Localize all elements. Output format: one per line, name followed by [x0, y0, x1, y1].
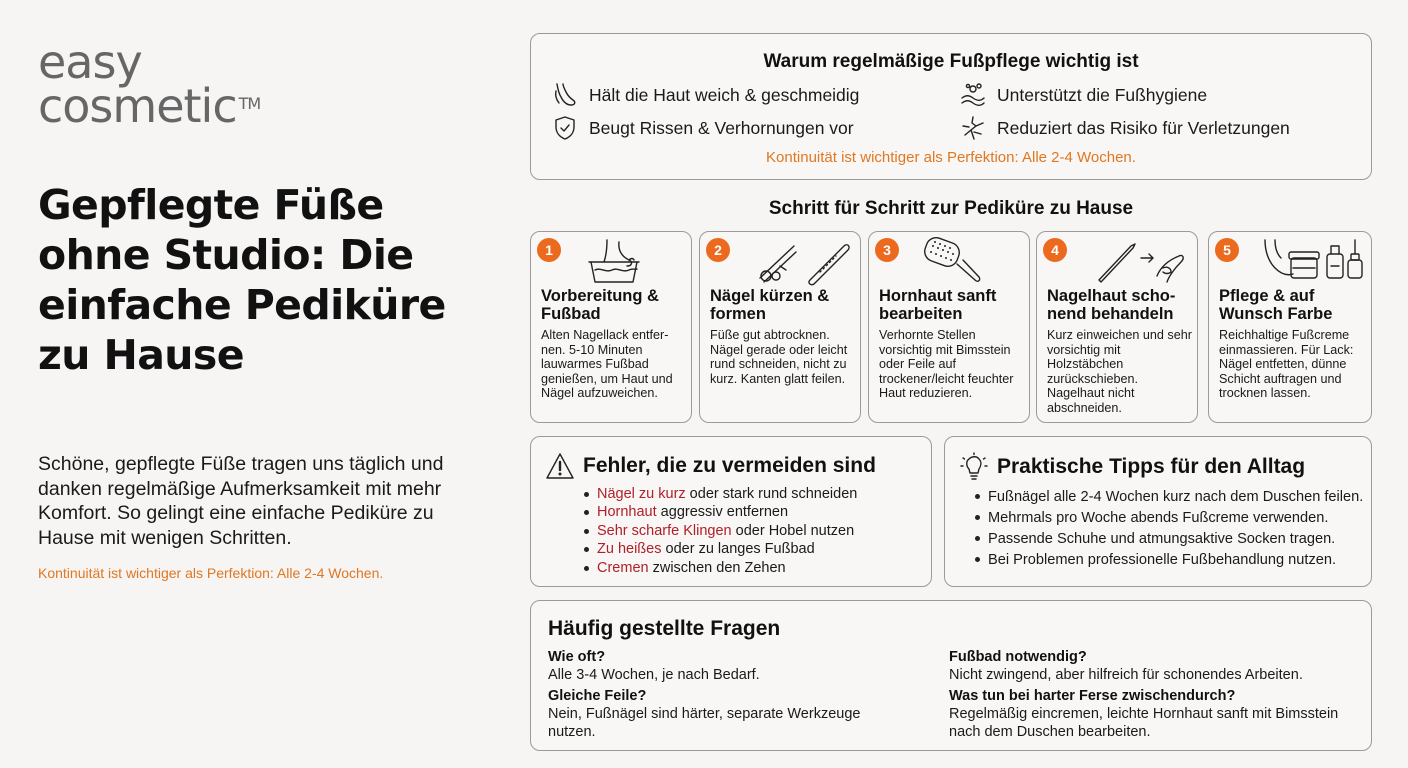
- faq-question: Wie oft?: [548, 649, 606, 665]
- step-number: 2: [706, 238, 730, 262]
- step-title: Pflege & auf Wunsch Farbe: [1219, 287, 1333, 323]
- why-note: Kontinuität ist wichtiger als Perfektion: Alle 2-4 Wochen.: [766, 149, 1136, 166]
- step-card-1: [530, 231, 692, 423]
- faq-question: Gleiche Feile?: [548, 688, 647, 704]
- faq-answer: Nein, Fußnägel sind härter, separate Werkzeuge nutzen.: [548, 706, 861, 740]
- logo-line-2: cosmetic: [38, 79, 237, 133]
- list-item: Passende Schuhe und atmungsaktive Socken tragen.: [972, 529, 1363, 550]
- list-item: Sehr scharfe Klingen oder Hobel nutzen: [581, 522, 857, 540]
- list-item: Hornhaut aggressiv entfernen: [581, 503, 857, 521]
- why-item: [959, 81, 1207, 109]
- faq-column-left: [548, 648, 898, 744]
- why-item-text: Beugt Rissen & Verhornungen vor: [589, 117, 854, 138]
- tips-section: [944, 436, 1372, 587]
- faq-question: Was tun bei harter Ferse zwischendurch?: [949, 688, 1236, 704]
- tips-title: Praktische Tipps für den Alltag: [997, 455, 1306, 478]
- step-number: 3: [875, 238, 899, 262]
- why-item-text: Hält die Haut weich & geschmeidig: [589, 84, 860, 105]
- nail-clipper-file-icon: [756, 236, 852, 286]
- step-card-5: [1208, 231, 1372, 423]
- step-title: Vorbereitung & Fußbad: [541, 287, 659, 323]
- faq-answer: Nicht zwingend, aber hilfreich für schonendes Arbeiten.: [949, 667, 1303, 683]
- warning-icon: [545, 452, 575, 480]
- intro-text: Schöne, gepflegte Füße tragen uns täglich und danken regelmäßige Aufmerksamkeit mit mehr Komfort. So gelingt eine einfache Pediküre zu Hause mit wenigen Schritten.: [38, 453, 444, 549]
- faq-answer: Alle 3-4 Wochen, je nach Bedarf.: [548, 667, 760, 683]
- tips-list: [972, 487, 1363, 571]
- list-item: Mehrmals pro Woche abends Fußcreme verwenden.: [972, 508, 1363, 529]
- faq-column-right: [949, 648, 1359, 744]
- logo-line-1: easy: [38, 35, 142, 89]
- step-text: Verhornte Stellen vorsichtig mit Bimsstein oder Feile auf trockener/leicht feuchter Haut reduzieren.: [879, 328, 1014, 401]
- list-item: Fußnägel alle 2-4 Wochen kurz nach dem Duschen feilen.: [972, 487, 1363, 508]
- faq-title: Häufig gestellte Fragen: [548, 617, 781, 640]
- faq-section: [530, 600, 1372, 751]
- steps-title: Schritt für Schritt zur Pediküre zu Hause: [768, 198, 1134, 219]
- list-item: Zu heißes oder zu langes Fußbad: [581, 540, 857, 558]
- step-text: Kurz einweichen und sehr vorsichtig mit Holzstäbchen zurückschieben. Nagelhaut nicht abschneiden.: [1047, 328, 1192, 415]
- mistakes-section: [530, 436, 932, 587]
- step-text: Füße gut abtrocknen. Nägel gerade oder leicht rund schneiden, nicht zu kurz. Kanten glatt feilen.: [710, 328, 848, 386]
- step-title: Hornhaut sanft bearbeiten: [879, 287, 997, 323]
- why-section: [530, 33, 1372, 180]
- cuticle-stick-icon: [1093, 236, 1189, 286]
- step-card-4: [1036, 231, 1198, 423]
- brand-logo: [38, 35, 261, 133]
- foot-icon: [551, 81, 579, 109]
- step-card-3: [868, 231, 1030, 423]
- why-item: [551, 81, 859, 109]
- mistakes-title: Fehler, die zu vermeiden sind: [583, 454, 876, 477]
- why-item: [959, 114, 1290, 142]
- step-number: 5: [1215, 238, 1239, 262]
- faq-question: Fußbad notwendig?: [949, 649, 1087, 665]
- why-title: Warum regelmäßige Fußpflege wichtig ist: [763, 51, 1139, 72]
- step-card-2: [699, 231, 861, 423]
- faq-answer: Regelmäßig eincremen, leichte Hornhaut sanft mit Bimsstein nach dem Duschen bearbeiten.: [949, 706, 1339, 740]
- list-item: Nägel zu kurz oder stark rund schneiden: [581, 485, 857, 503]
- hygiene-icon: [959, 81, 987, 109]
- step-text: Reichhaltige Fußcreme einmassieren. Für Lack: Nägel entfetten, dünne Schicht auftragen und trocknen lassen.: [1219, 328, 1354, 401]
- list-item: Bei Problemen professionelle Fußbehandlung nutzen.: [972, 550, 1363, 571]
- logo-trademark: TM: [238, 94, 261, 113]
- foot-file-icon: [921, 236, 985, 288]
- mistakes-list: [581, 485, 857, 577]
- page-title: Gepflegte Füße ohne Studio: Die einfache Pediküre zu Hause: [38, 181, 446, 379]
- step-number: 1: [537, 238, 561, 262]
- crack-icon: [959, 114, 987, 142]
- step-number: 4: [1043, 238, 1067, 262]
- foot-bath-icon: [585, 236, 643, 286]
- why-item: [551, 114, 854, 142]
- step-text: Alten Nagellack entfer-nen. 5-10 Minuten lauwarmes Fußbad genießen, um Haut und Nägel aufzuweichen.: [541, 328, 673, 401]
- why-item-text: Unterstützt die Fußhygiene: [997, 84, 1208, 105]
- why-item-text: Reduziert das Risiko für Verletzungen: [997, 117, 1290, 138]
- shield-check-icon: [551, 114, 579, 142]
- list-item: Cremen zwischen den Zehen: [581, 559, 857, 577]
- frequency-note: Kontinuität ist wichtiger als Perfektion: Alle 2-4 Wochen.: [38, 565, 384, 581]
- lightbulb-icon: [959, 452, 989, 482]
- step-title: Nagelhaut scho-nend behandeln: [1047, 287, 1176, 323]
- cream-polish-icon: [1259, 236, 1369, 286]
- step-title: Nägel kürzen & formen: [710, 287, 830, 323]
